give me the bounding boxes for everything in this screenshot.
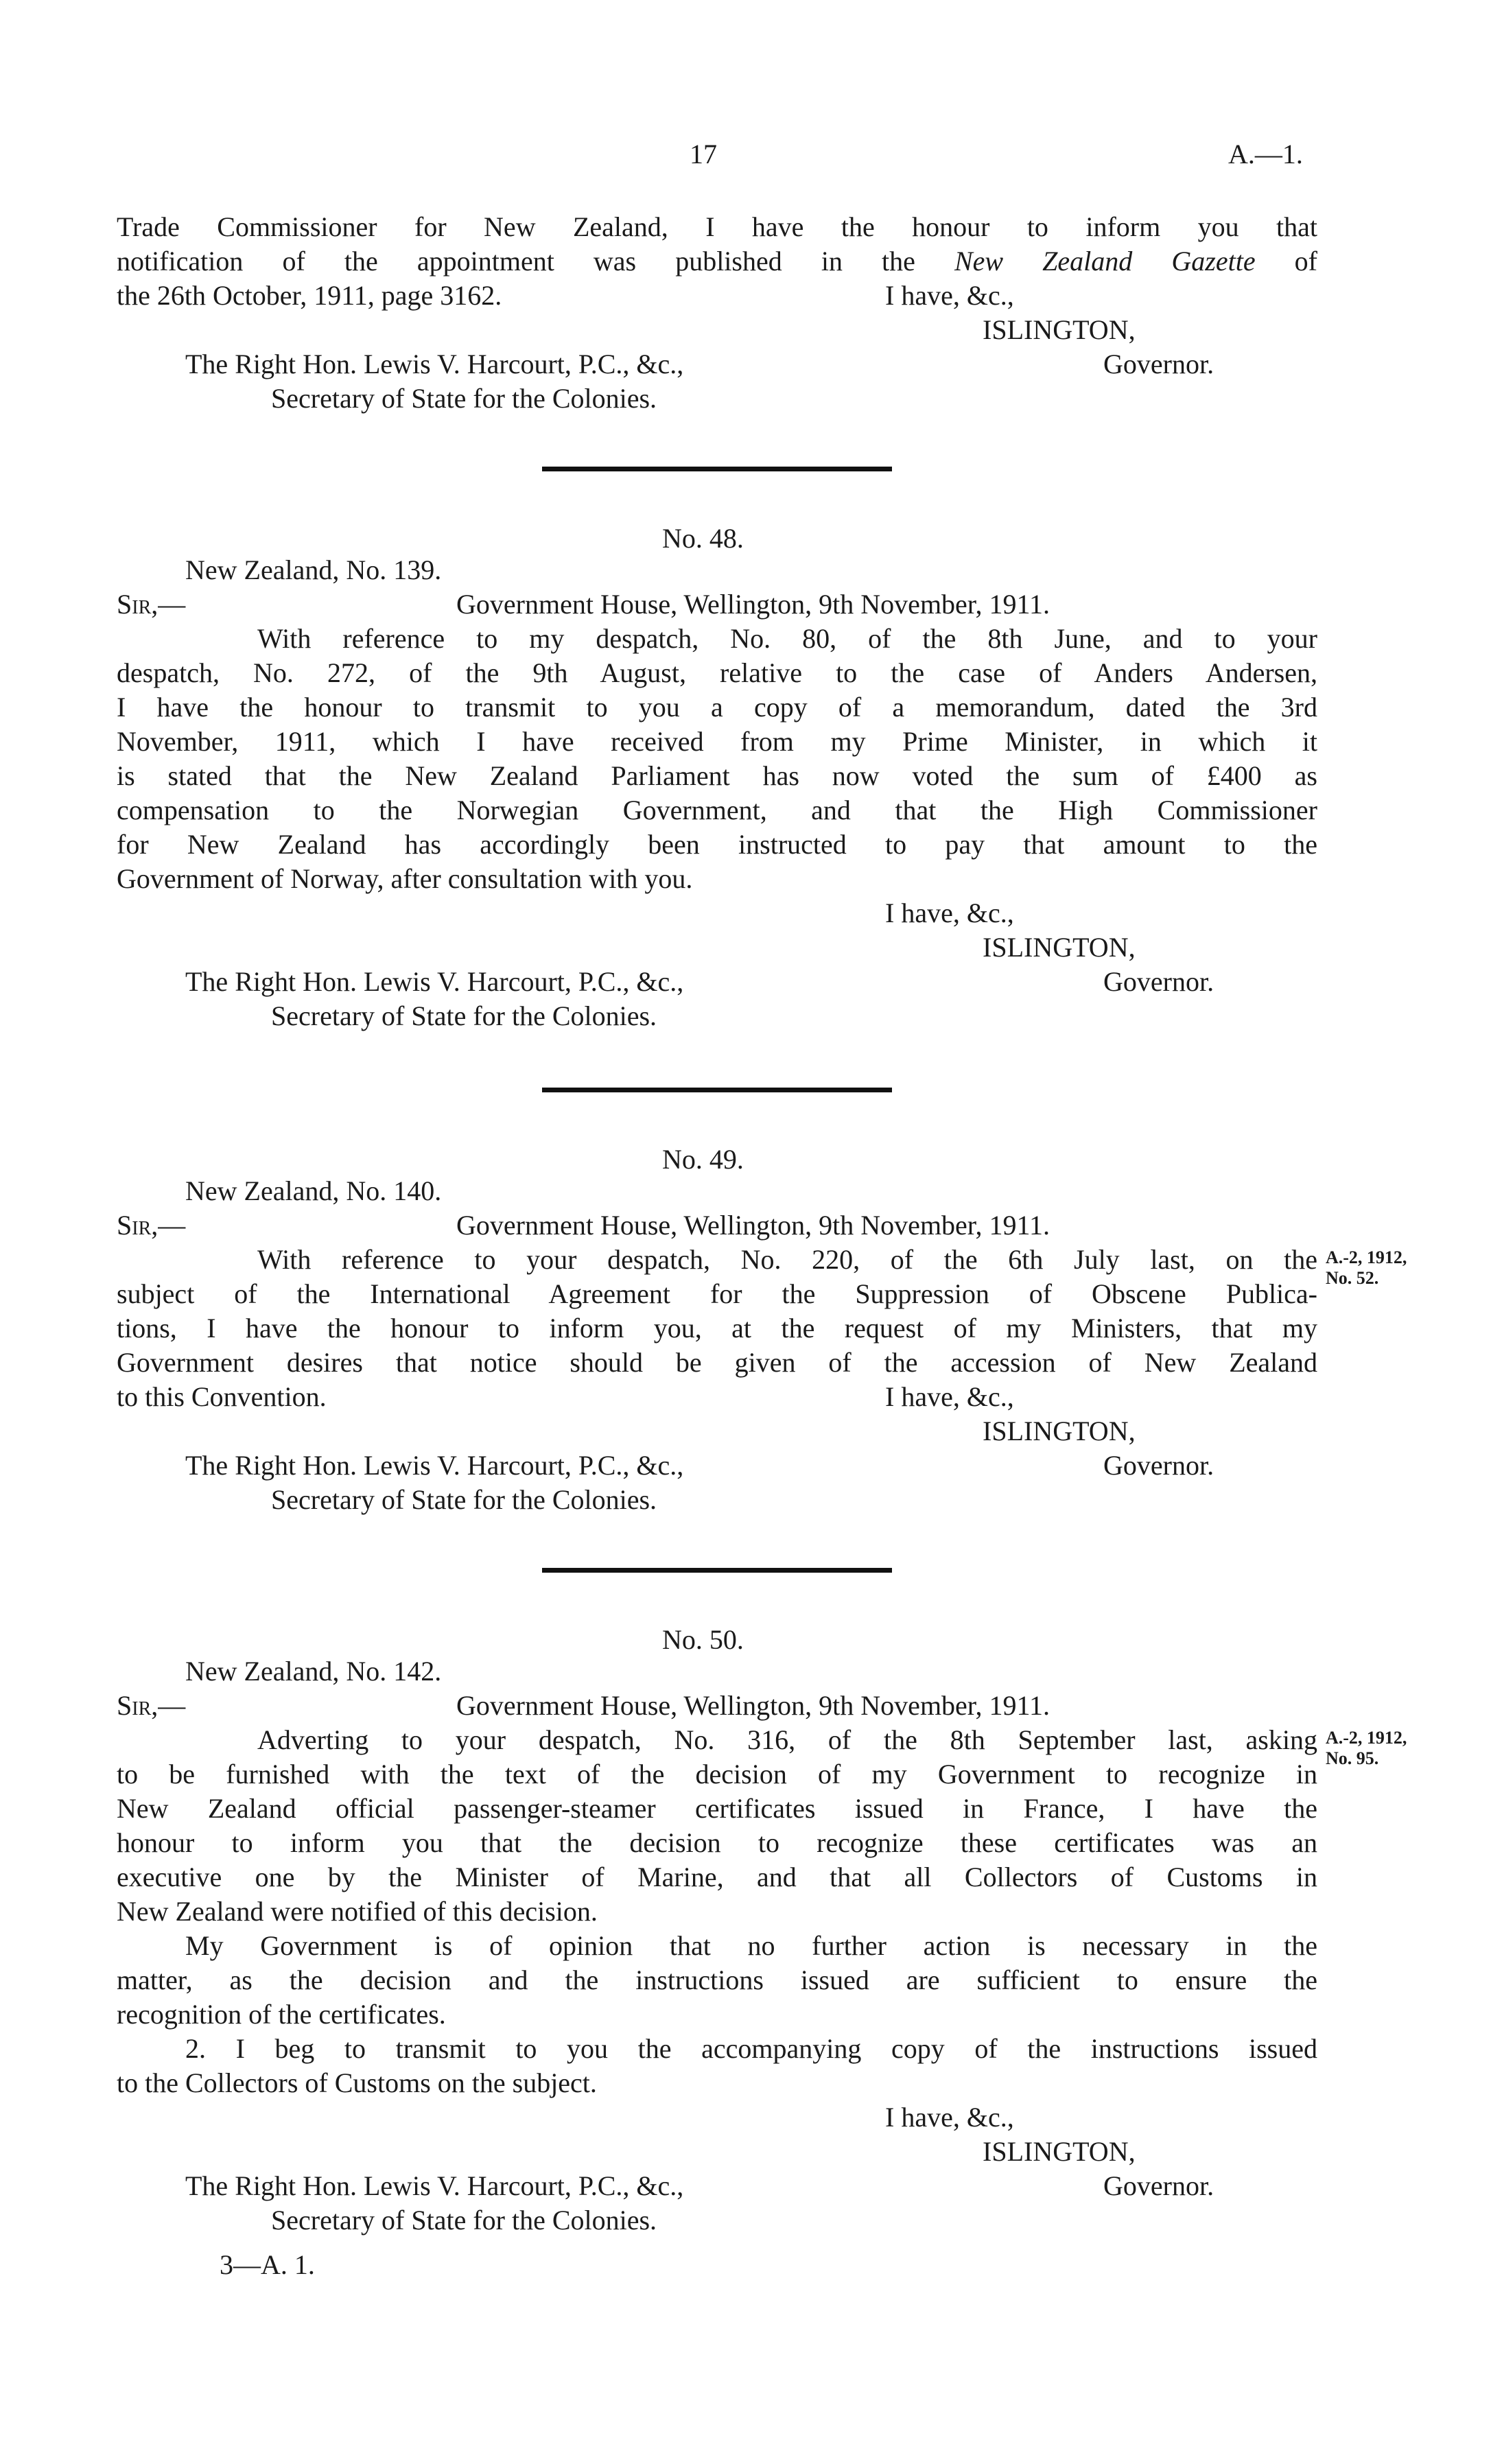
signatory-name: ISLINGTON,: [983, 2136, 1136, 2167]
body-line: Trade Commissioner for New Zealand, I have the honour to inform you that: [117, 211, 1317, 242]
body-line: to this Convention.: [117, 1381, 327, 1412]
body-line: executive one by the Minister of Marine, and that all Collectors of Customs in: [117, 1862, 1317, 1892]
body-line: subject of the International Agreement for the Suppression of Obscene Publica-: [117, 1278, 1317, 1309]
body-line: New Zealand were notified of this decision.: [117, 1896, 598, 1927]
printer-signature-mark: 3—A. 1.: [220, 2249, 315, 2280]
closing-phrase: I have, &c.,: [885, 2102, 1014, 2133]
body-line: New Zealand official passenger-steamer certificates issued in France, I have the: [117, 1793, 1317, 1824]
addressee-office: Secretary of State for the Colonies.: [271, 2205, 657, 2236]
place-date: Government House, Wellington, 9th November, 1911.: [456, 1690, 1050, 1721]
closing-phrase: I have, &c.,: [885, 280, 1014, 311]
body-line: is stated that the New Zealand Parliament has now voted the sum of £400 as: [117, 760, 1317, 791]
body-line: With reference to my despatch, No. 80, of the 8th June, and to your: [257, 623, 1317, 654]
despatch-number: No. 50.: [662, 1624, 744, 1655]
addressee-office: Secretary of State for the Colonies.: [271, 383, 657, 414]
despatch-reference: New Zealand, No. 139.: [185, 554, 442, 585]
gazette-title: New Zealand Gazette: [954, 246, 1256, 277]
signatory-title: Governor.: [1103, 2170, 1214, 2201]
addressee-office: Secretary of State for the Colonies.: [271, 1484, 657, 1515]
signatory-name: ISLINGTON,: [983, 932, 1136, 963]
closing-phrase: I have, &c.,: [885, 1381, 1014, 1412]
signatory-name: ISLINGTON,: [983, 314, 1136, 345]
margin-reference: A.-2, 1912, No. 52.: [1326, 1247, 1407, 1288]
body-line: matter, as the decision and the instructions issued are sufficient to ensure the: [117, 1964, 1317, 1995]
signatory-name: ISLINGTON,: [983, 1416, 1136, 1446]
salutation: Sir,—: [117, 1690, 186, 1721]
body-line: to be furnished with the text of the decision of my Government to recognize in: [117, 1759, 1317, 1790]
despatch-number: No. 49.: [662, 1144, 744, 1175]
body-line: tions, I have the honour to inform you, at the request of my Ministers, that my: [117, 1313, 1317, 1344]
body-line: Government of Norway, after consultation with you.: [117, 863, 693, 894]
salutation: Sir,—: [117, 1210, 186, 1241]
place-date: Government House, Wellington, 9th November, 1911.: [456, 589, 1050, 620]
body-line: notification of the appointment was published in the New Zealand Gazette of: [117, 246, 1317, 277]
body-line: recognition of the certificates.: [117, 1999, 446, 2030]
body-line: despatch, No. 272, of the 9th August, relative to the case of Anders Andersen,: [117, 657, 1317, 688]
body-line: With reference to your despatch, No. 220, of the 6th July last, on the: [257, 1244, 1317, 1275]
body-line: Government desires that notice should be given of the accession of New Zealand: [117, 1347, 1317, 1378]
section-divider: [542, 1088, 892, 1092]
signatory-title: Governor.: [1103, 966, 1214, 997]
body-line: for New Zealand has accordingly been instructed to pay that amount to the: [117, 829, 1317, 860]
body-line: November, 1911, which I have received from my Prime Minister, in which it: [117, 726, 1317, 757]
body-line: Adverting to your despatch, No. 316, of the 8th September last, asking: [257, 1724, 1317, 1755]
addressee-name: The Right Hon. Lewis V. Harcourt, P.C., &c.,: [185, 2170, 684, 2201]
addressee-name: The Right Hon. Lewis V. Harcourt, P.C., &c.,: [185, 349, 684, 379]
addressee-office: Secretary of State for the Colonies.: [271, 1000, 657, 1031]
signatory-title: Governor.: [1103, 349, 1214, 379]
body-line: compensation to the Norwegian Government, and that the High Commissioner: [117, 795, 1317, 825]
document-reference: A.—1.: [1228, 139, 1303, 169]
addressee-name: The Right Hon. Lewis V. Harcourt, P.C., &c.,: [185, 966, 684, 997]
place-date: Government House, Wellington, 9th November, 1911.: [456, 1210, 1050, 1241]
section-divider: [542, 1568, 892, 1573]
signatory-title: Governor.: [1103, 1450, 1214, 1481]
despatch-reference: New Zealand, No. 142.: [185, 1656, 442, 1687]
body-line: honour to inform you that the decision to recognize these certificates was an: [117, 1827, 1317, 1858]
body-line: I have the honour to transmit to you a copy of a memorandum, dated the 3rd: [117, 692, 1317, 723]
addressee-name: The Right Hon. Lewis V. Harcourt, P.C., &c.,: [185, 1450, 684, 1481]
margin-reference: A.-2, 1912, No. 95.: [1326, 1728, 1407, 1768]
salutation: Sir,—: [117, 589, 186, 620]
body-line: 2. I beg to transmit to you the accompanying copy of the instructions issued: [185, 2033, 1317, 2064]
closing-phrase: I have, &c.,: [885, 897, 1014, 928]
page-number: 17: [690, 139, 717, 169]
despatch-number: No. 48.: [662, 523, 744, 554]
section-divider: [542, 467, 892, 471]
body-line: the 26th October, 1911, page 3162.: [117, 280, 502, 311]
despatch-reference: New Zealand, No. 140.: [185, 1175, 442, 1206]
body-line: My Government is of opinion that no further action is necessary in the: [185, 1930, 1317, 1961]
body-line: to the Collectors of Customs on the subject.: [117, 2067, 597, 2098]
